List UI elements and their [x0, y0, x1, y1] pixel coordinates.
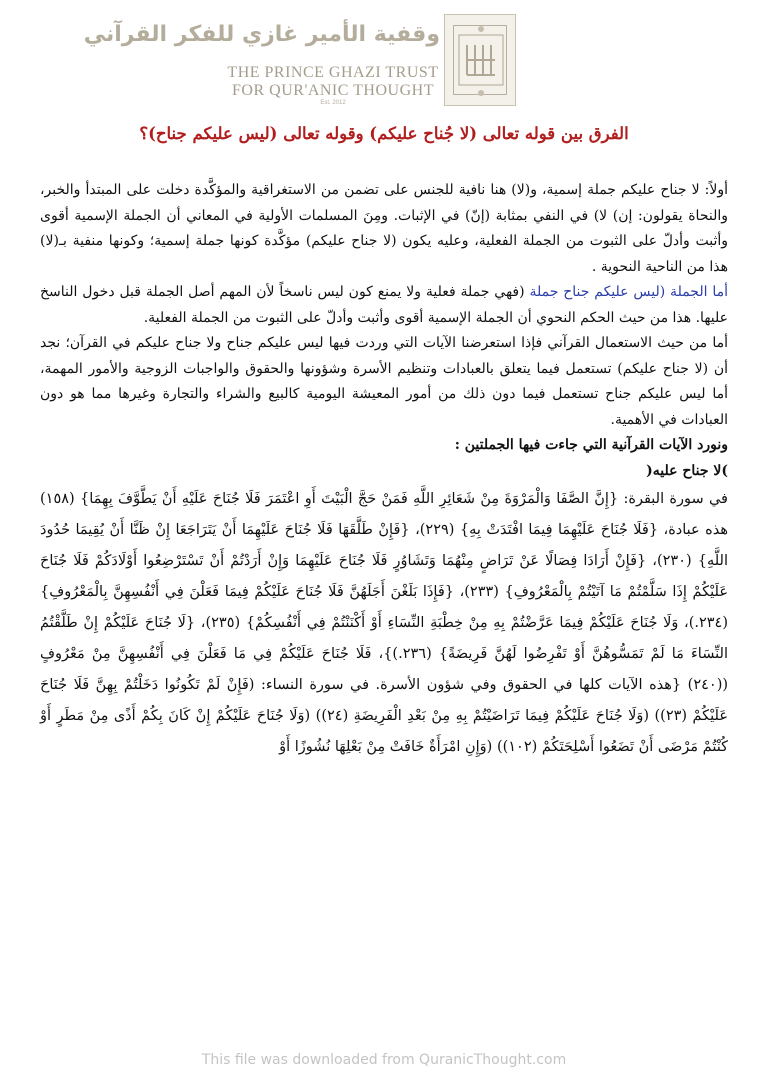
logo-arabic-text: وقفية الأمير غازي للفكر القرآني	[83, 22, 440, 47]
logo-english-line1: THE PRINCE GHAZI TRUST	[227, 64, 439, 81]
paragraph-verses: في سورة البقرة: {إِنَّ الصَّفَا وَالْمَرْوَةَ مِنْ شَعَائِرِ اللَّهِ فَمَنْ حَجَّ الْبَيْتَ أَوِ اعْتَمَرَ فَلَا جُنَاحَ عَلَيْهِ أَنْ يَطَّوَّفَ بِهِمَا} (١٥٨) هذه عبادة، {فَلَا جُنَاحَ عَلَيْهِمَا فِيمَا افْتَدَتْ بِهِ} (٢٢٩)، {فَإِنْ طَلَّقَهَا فَلَا جُنَاحَ عَلَيْهِمَا أَنْ يَتَرَاجَعَا إِنْ ظَنَّا أَنْ يُقِيمَا حُدُودَ اللَّهِ} (٢٣٠)، {فَإِنْ أَرَادَا فِصَالًا عَنْ تَرَاضٍ مِنْهُمَا وَتَشَاوُرٍ فَلَا جُنَاحَ عَلَيْهِمَا وَإِنْ أَرَدْتُمْ أَنْ تَسْتَرْضِعُوا أَوْلَادَكُمْ فَلَا جُنَاحَ عَلَيْكُمْ إِذَا سَلَّمْتُمْ مَا آتَيْتُمْ بِالْمَعْرُوفِ} (٢٣٣)، {فَإِذَا بَلَغْنَ أَجَلَهُنَّ فَلَا جُنَاحَ عَلَيْكُمْ فِيمَا فَعَلْنَ فِي أَنْفُسِهِنَّ بِالْمَعْرُوفِ}(٢٣٤.)، وَلَا جُنَاحَ عَلَيْكُمْ فِيمَا عَرَّضْتُمْ بِهِ مِنْ خِطْبَةِ النِّسَاءِ أَوْ أَكْنَنْتُمْ فِي أَنْفُسِكُمْ} (٢٣٥)، {لَا جُنَاحَ عَلَيْكُمْ إِنْ طَلَّقْتُمُ النِّسَاءَ مَا لَمْ تَمَسُّوهُنَّ أَوْ تَفْرِضُوا لَهُنَّ فَرِيضَةً} (٢٣٦.)}، فَلَا جُنَاحَ عَلَيْكُمْ فِي مَا فَعَلْنَ فِي أَنْفُسِهِنَّ مِنْ مَعْرُوفٍ ((٢٤٠) {هذه الآيات كلها في الحقوق وفي شؤون الأسرة. في سورة النساء: (فَإِنْ لَمْ تَكُونُوا دَخَلْتُمْ بِهِنَّ فَلَا جُنَاحَ عَلَيْكُمْ (٢٣)) (وَلَا جُنَاحَ عَلَيْكُمْ فِيمَا تَرَاضَيْتُمْ بِهِ مِنْ بَعْدِ الْفَرِيضَةِ (٢٤)) (وَلَا جُنَاحَ عَلَيْكُمْ إِنْ كَانَ بِكُمْ أَذًى مِنْ مَطَرٍ أَوْ كُنْتُمْ مَرْضَى أَنْ تَضَعُوا أَسْلِحَتَكُمْ (١٠٢)) (وَإِنِ امْرَأَةٌ خَافَتْ مِنْ بَعْلِهَا نُشُوزًا أَوْ	[40, 491, 729, 755]
article-body	[40, 178, 728, 1044]
logo-english-line2: FOR QUR'ANIC THOUGHT	[232, 82, 434, 99]
paragraph-intro: أولاً: لا جناح عليكم جملة إسمية، و(لا) هنا نافية للجنس على تضمن من الاستغراقية والمؤكَّدة دخلت على المبتدأ والخبر، والنحاة يقولون: إن) لا) في النفي بمثابة (إنّ) في الإثبات. ومِنَ المسلمات الأولية في المعاني أن الجملة الإسمية أقوى وأثبت وأدلّ على الثبوت من الجملة الفعلية، وعليه يكون (لا جناح عليكم) مؤكَّدة كونها جملة إسمية؛ وكونها منفية بـ(لا) هذا من الناحية النحوية .	[40, 182, 728, 275]
page-header	[0, 0, 768, 130]
highlighted-phrase: أما الجملة (ليس عليكم جناح جملة	[529, 284, 729, 300]
subheading-la-junah: )لا جناح عليه(	[646, 462, 728, 479]
paragraph-usage: أما من حيث الاستعمال القرآني فإذا استعرضنا الآيات التي وردت فيها ليس عليكم جناح ولا جناح عليكم في القرآن؛ نجد أن (لا جناح عليكم) تستعمل فيما يتعلق بالعبادات وتنظيم الأسرة وشؤونها والحقوق والواجبات الزوجية والأمور المهمة، أما ليس عليكم جناح تستعمل فيما دون ذلك من أمور المعيشة اليومية كالبيع والشراء والتجارة وغيرها مما هو دون العبادات في الأهمية.	[40, 335, 728, 428]
download-footer: This file was downloaded from QuranicThought.com	[201, 1052, 567, 1068]
logo-est-text: Est. 2012	[320, 100, 346, 106]
calligraphy-emblem-icon	[445, 15, 517, 107]
article-title: الفرق بين قوله تعالى (لا جُناح عليكم) وقوله تعالى (ليس عليكم جناح)؟	[139, 124, 629, 143]
paragraph-second-rest: (فهي جملة فعلية ولا يمنع كون ليس ناسخاً لأن المهم أصل الجملة قبل دخول الناسخ عليها. هذا من حيث الحكم النحوي أن الجملة الإسمية أقوى وأثبت وأدلّ على الثبوت من الجملة الفعلية.	[40, 284, 728, 326]
trust-logo-emblem	[444, 14, 516, 106]
paragraph-second	[40, 280, 728, 331]
paragraph-verses-intro: ونورد الآيات القرآنية التي جاءت فيها الجملتين :	[454, 437, 728, 453]
